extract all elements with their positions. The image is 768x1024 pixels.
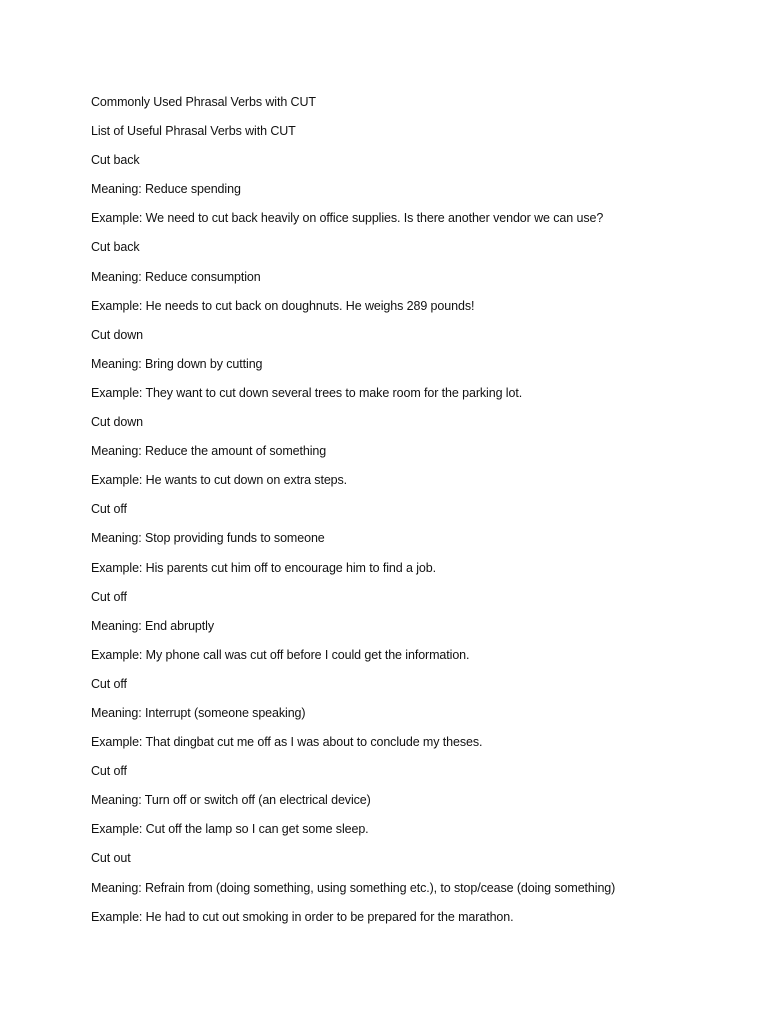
entry-verb: Cut down [91, 327, 144, 342]
entry-verb: Cut out [91, 851, 131, 866]
document-title: Commonly Used Phrasal Verbs with CUT [91, 95, 316, 109]
entry-example: Example: He wants to cut down on extra steps. [91, 473, 348, 488]
entry-verb: Cut off [91, 589, 127, 604]
entry-meaning: Meaning: Stop providing funds to someone [91, 531, 325, 546]
entry-meaning: Meaning: Reduce consumption [91, 269, 261, 284]
entry-example: Example: They want to cut down several trees to make room for the parking lot. [91, 385, 523, 400]
entry-meaning: Meaning: Bring down by cutting [91, 356, 263, 371]
entry-example: Example: My phone call was cut off before I could get the information. [91, 647, 470, 662]
entry-verb: Cut off [91, 502, 127, 517]
entry-verb: Cut down [91, 415, 144, 430]
entry-meaning: Meaning: Reduce spending [91, 182, 241, 197]
entry-meaning: Meaning: Refrain from (doing something, using something etc.), to stop/cease (doing something) [91, 880, 616, 895]
entry-meaning: Meaning: Reduce the amount of something [91, 444, 327, 459]
entry-example: Example: His parents cut him off to encourage him to find a job. [91, 560, 436, 575]
document-body [91, 93, 731, 937]
entry-meaning: Meaning: Interrupt (someone speaking) [91, 705, 306, 720]
entry-meaning: Meaning: End abruptly [91, 618, 214, 633]
document-subtitle: List of Useful Phrasal Verbs with CUT [91, 124, 296, 139]
entry-verb: Cut back [91, 240, 140, 255]
entry-verb: Cut off [91, 676, 127, 691]
entry-example: Example: We need to cut back heavily on office supplies. Is there another vendor we can use? [91, 211, 604, 226]
entry-example: Example: That dingbat cut me off as I was about to conclude my theses. [91, 735, 483, 750]
entry-example: Example: Cut off the lamp so I can get some sleep. [91, 822, 369, 837]
entry-verb: Cut off [91, 764, 127, 779]
entry-example: Example: He had to cut out smoking in order to be prepared for the marathon. [91, 909, 514, 924]
entry-verb: Cut back [91, 153, 140, 168]
entry-example: Example: He needs to cut back on doughnuts. He weighs 289 pounds! [91, 298, 475, 313]
entry-meaning: Meaning: Turn off or switch off (an electrical device) [91, 793, 371, 808]
